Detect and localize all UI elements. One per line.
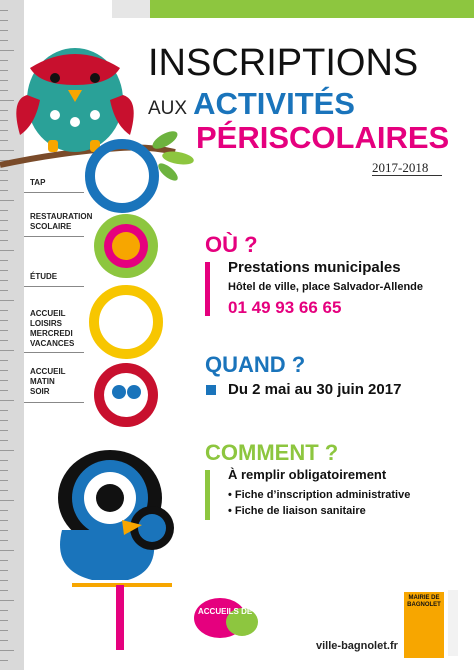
sidebar-divider (24, 352, 84, 353)
ruler-tick (0, 510, 8, 511)
mairie-label: MAIRIE DE BAGNOLET (407, 595, 441, 608)
sidebar-divider (24, 192, 84, 193)
ruler-tick (0, 340, 8, 341)
ruler-tick (0, 280, 8, 281)
sidebar-divider (24, 236, 84, 237)
ruler-tick (0, 400, 14, 401)
ruler-tick (0, 640, 8, 641)
ruler-tick (0, 660, 8, 661)
ruler-tick (0, 580, 8, 581)
sidebar-divider (24, 286, 84, 287)
how-item-fiche-liaison: • Fiche de liaison sanitaire (228, 505, 366, 517)
ruler-tick (0, 390, 8, 391)
ruler-tick (0, 440, 8, 441)
sidebar-item-restauration: RESTAURATION SCOLAIRE (30, 212, 93, 231)
ruler-tick (0, 530, 8, 531)
ruler-tick (0, 230, 8, 231)
title-aux: AUX (148, 98, 188, 119)
where-address: Hôtel de ville, place Salvador-Allende (228, 281, 424, 293)
ruler-tick (0, 610, 8, 611)
ring-yellow (94, 290, 158, 354)
ruler-tick (0, 410, 8, 411)
ruler-tick (0, 10, 8, 11)
where-accent-bar (205, 262, 210, 316)
how-accent-bar (205, 470, 210, 520)
ruler-tick (0, 450, 14, 451)
ruler-tick (0, 200, 14, 201)
ruler-tick (0, 210, 8, 211)
where-phone: 01 49 93 66 65 (228, 298, 342, 317)
ruler-tick (0, 630, 8, 631)
where-place: Prestations municipales (228, 259, 401, 276)
ring-blue (90, 144, 154, 208)
sidebar-item-accueil-loisirs: ACCUEIL LOISIRS MERCREDI VACANCES (30, 309, 75, 348)
sidebar-item-tap: TAP (30, 178, 46, 187)
sidebar-divider (24, 402, 84, 403)
top-green-bar (150, 0, 474, 18)
ruler-tick (0, 560, 8, 561)
ruler-tick (0, 170, 8, 171)
school-year: 2017-2018 (372, 160, 429, 175)
ruler-tick (0, 420, 8, 421)
bottom-owls-illustration (52, 450, 192, 650)
ruler-tick (0, 320, 8, 321)
ruler-tick (0, 350, 14, 351)
when-heading: QUAND ? (205, 352, 306, 377)
ruler-tick (0, 290, 8, 291)
ruler-tick (0, 500, 14, 501)
ruler-tick (0, 600, 14, 601)
when-bullet-square (206, 385, 216, 395)
ruler-tick (0, 430, 8, 431)
title-activites: ACTIVITÉS (193, 86, 355, 121)
sidebar-item-etude: ÉTUDE (30, 272, 58, 281)
ruler-tick (0, 480, 8, 481)
ruler-tick (0, 470, 8, 471)
ruler-tick (0, 620, 8, 621)
ruler-tick (0, 330, 8, 331)
ruler-tick (0, 550, 14, 551)
accueils-loisirs-logo (190, 592, 287, 644)
ruler-tick (0, 220, 8, 221)
ruler-tick (0, 240, 8, 241)
ruler-tick (0, 310, 8, 311)
ruler-tick (0, 250, 14, 251)
ruler-tick (0, 460, 8, 461)
website-link[interactable]: ville-bagnolet.fr (316, 640, 398, 652)
ruler-tick (0, 260, 8, 261)
where-heading: OÙ ? (205, 232, 258, 257)
ruler-tick (0, 360, 8, 361)
how-item-fiche-inscription: • Fiche d’inscription administrative (228, 489, 411, 501)
ruler-tick (0, 30, 8, 31)
ruler-tick (0, 370, 8, 371)
ruler-tick (0, 590, 8, 591)
when-dates: Du 2 mai au 30 juin 2017 (228, 381, 402, 398)
ruler-tick (0, 190, 8, 191)
title-activites-line (148, 86, 355, 122)
how-intro: À remplir obligatoirement (228, 467, 387, 482)
ruler-tick (0, 270, 8, 271)
sidebar-item-accueil-matin-soir: ACCUEIL MATIN SOIR (30, 367, 66, 396)
logo-text: ACCUEILS DE LOISIRS (198, 607, 287, 616)
ruler-tick (0, 380, 8, 381)
title-periscolaires: PÉRISCOLAIRES (196, 120, 450, 155)
ruler-tick (0, 300, 14, 301)
ruler-tick (0, 180, 8, 181)
ruler-tick (0, 520, 8, 521)
page-title: INSCRIPTIONS (148, 42, 419, 84)
ruler-tick (0, 540, 8, 541)
how-heading: COMMENT ? (205, 440, 339, 465)
top-gray-bar (112, 0, 150, 18)
ruler-tick (0, 570, 8, 571)
ruler-tick (0, 20, 8, 21)
vertical-credit (448, 590, 458, 656)
ruler-tick (0, 650, 14, 651)
ruler-tick (0, 490, 8, 491)
